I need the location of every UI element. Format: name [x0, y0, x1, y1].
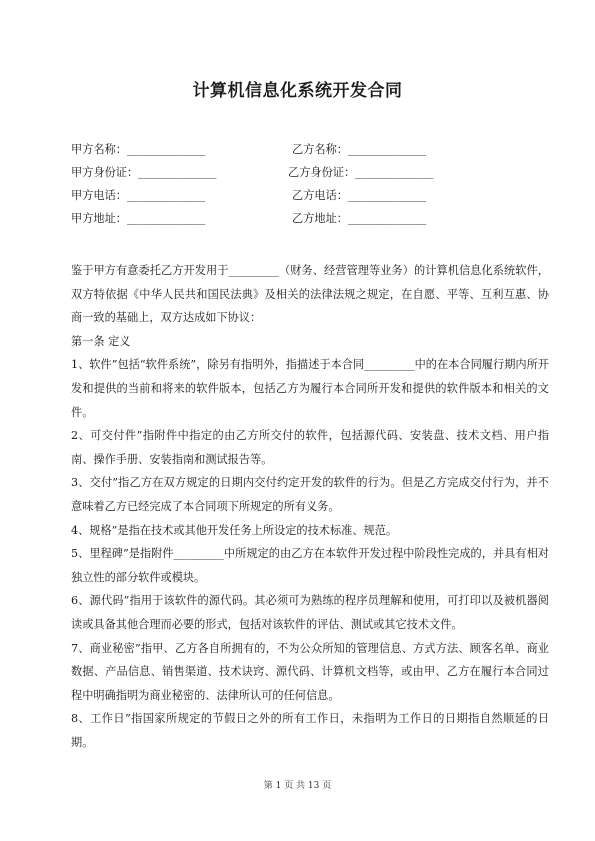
preamble-paragraph: 鉴于甲方有意委托乙方开发用于_________（财务、经营管理等业务）的计算机信息化系统软件，双方特依据《中华人民共和国民法典》及相关的法律法规之规定，在自愿、平等、互利互惠、协商一致的基础上，双方达成如下协议：	[71, 264, 549, 325]
definition-paragraph: 5、里程碑”是指附件_________中所规定的由乙方在本软件开发过程中阶段性完成的，并具有相对独立性的部分软件或模块。	[71, 547, 549, 584]
definition-paragraph: 7、商业秘密”指甲、乙方各自所拥有的，不为公众所知的管理信息、方式方法、顾客名单、商业数据、产品信息、销售渠道、技术诀窍、源代码、计算机文档等，或由甲、乙方在履行本合同过程中明确指明为商业秘密的、法律所认可的任何信息。	[71, 641, 549, 702]
page-number: 第 1 页 共 13 页	[263, 781, 332, 791]
definition-paragraph: 2、可交付件”指附件中指定的由乙方所交付的软件，包括源代码、安装盘、技术文档、用户指南、操作手册、安装指南和测试报告等。	[71, 429, 549, 466]
party-b-phone: 乙方电话：______________	[292, 189, 427, 202]
definition-paragraph: 8、工作日”指国家所规定的节假日之外的所有工作日，未指明为工作日的日期指自然顺延的日期。	[71, 712, 549, 749]
definition-paragraph: 3、交付”指乙方在双方规定的日期内交付约定开发的软件的行为。但是乙方完成交付行为，并不意味着乙方已经完成了本合同项下所规定的所有义务。	[71, 476, 549, 513]
definition-paragraph: 6、源代码”指用于该软件的源代码。其必须可为熟练的程序员理解和使用，可打印以及被机器阅读或具备其他合理而必要的形式，包括对该软件的评估、测试或其它技术文件。	[71, 594, 549, 631]
definition-paragraph: 4、规格”是指在技术或其他开发任务上所设定的技术标准、规范。	[71, 523, 398, 537]
section-heading: 第一条 定义	[71, 334, 131, 348]
party-a-address: 甲方地址：______________	[71, 212, 206, 225]
party-a-id: 甲方身份证：______________	[71, 166, 217, 179]
party-b-address: 乙方地址：______________	[292, 212, 427, 225]
party-b-name: 乙方名称：______________	[292, 143, 427, 156]
contract-body	[71, 259, 549, 754]
party-a-name: 甲方名称：______________	[71, 143, 206, 156]
party-b-id: 乙方身份证：______________	[288, 166, 434, 179]
definition-paragraph: 1、软件”包括“软件系统”，除另有指明外，指描述于本合同_________中的在本合同履行期内所开发和提供的当前和将来的软件版本，包括乙方为履行本合同所开发和提供的软件版本和相关的文件。	[71, 358, 549, 419]
contract-title: 计算机信息化系统开发合同	[192, 81, 403, 101]
party-a-phone: 甲方电话：______________	[71, 189, 206, 202]
